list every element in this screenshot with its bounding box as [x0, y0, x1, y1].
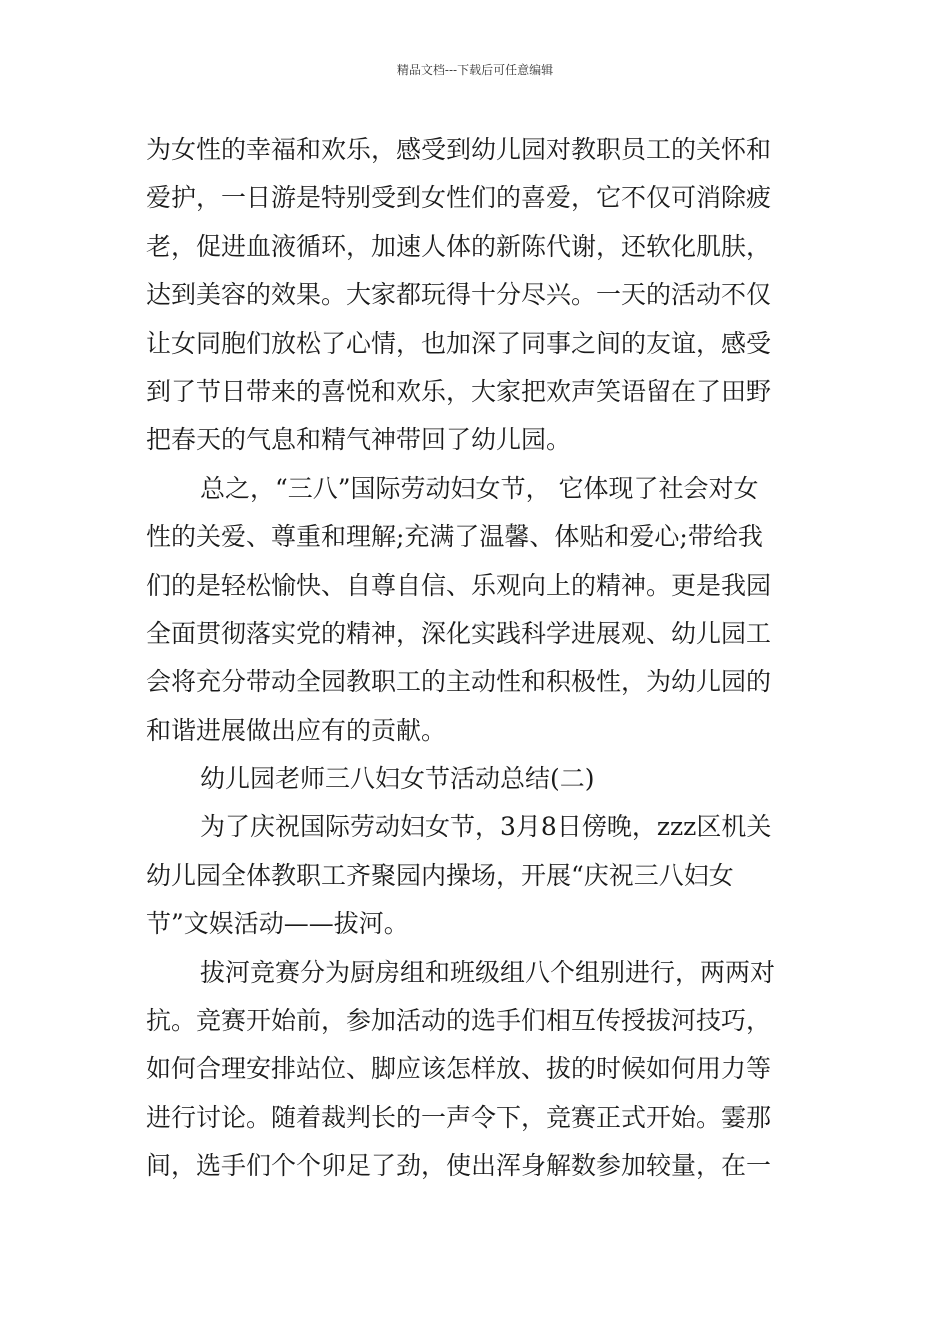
page-header: 精品文档---下载后可任意编辑 [396, 63, 554, 77]
text-line: 全面贯彻落实党的精神，深化实践科学进展观、幼儿园工 [146, 618, 772, 648]
text-line: 们的是轻松愉快、自尊自信、乐观向上的精神。更是我园 [146, 570, 772, 600]
text-line: 为女性的幸福和欢乐，感受到幼儿园对教职员工的关怀和 [146, 135, 772, 164]
text-line: 和谐进展做出应有的贡献。 [146, 715, 447, 745]
text-line: 会将充分带动全园教职工的主动性和积极性，为幼儿园的 [146, 667, 772, 697]
text-line: 到了节日带来的喜悦和欢乐，大家把欢声笑语留在了田野 [146, 376, 772, 406]
section-heading: 幼儿园老师三八妇女节活动总结(二) [200, 764, 595, 794]
text-line: 幼儿园全体教职工齐聚园内操场，开展“庆祝三八妇女 [146, 860, 734, 890]
text-line: 间，选手们个个卯足了劲，使出浑身解数参加较量，在一 [146, 1151, 772, 1181]
text-line: 让女同胞们放松了心情，也加深了同事之间的友谊，感受 [146, 328, 772, 358]
text-line: 抗。竞赛开始前，参加活动的选手们相互传授拔河技巧， [146, 1006, 772, 1036]
text-line: 达到美容的效果。大家都玩得十分尽兴。一天的活动不仅 [146, 280, 772, 310]
text-line: 进行讨论。随着裁判长的一声令下，竞赛正式开始。霎那 [146, 1102, 772, 1132]
text-line: 节”文娱活动——拔河。 [146, 909, 409, 939]
text-line: 把春天的气息和精气神带回了幼儿园。 [146, 425, 572, 455]
text-line: 老，促进血液循环，加速人体的新陈代谢，还软化肌肤， [146, 231, 772, 261]
text-line: 如何合理安排站位、脚应该怎样放、拔的时候如何用力等 [146, 1054, 772, 1084]
text-line: 爱护，一日游是特别受到女性们的喜爱，它不仅可消除疲 [146, 183, 772, 213]
document-body [146, 126, 810, 1191]
paragraph-first-line: 为了庆祝国际劳动妇女节，3月8日傍晚，zzz区机关 [200, 812, 772, 842]
paragraph-first-line: 拔河竞赛分为厨房组和班级组八个组别进行，两两对 [200, 957, 776, 987]
paragraph-first-line: 总之，“三八”国际劳动妇女节， 它体现了社会对女 [200, 473, 759, 503]
text-line: 性的关爱、尊重和理解;充满了温馨、体贴和爱心;带给我 [146, 522, 763, 552]
